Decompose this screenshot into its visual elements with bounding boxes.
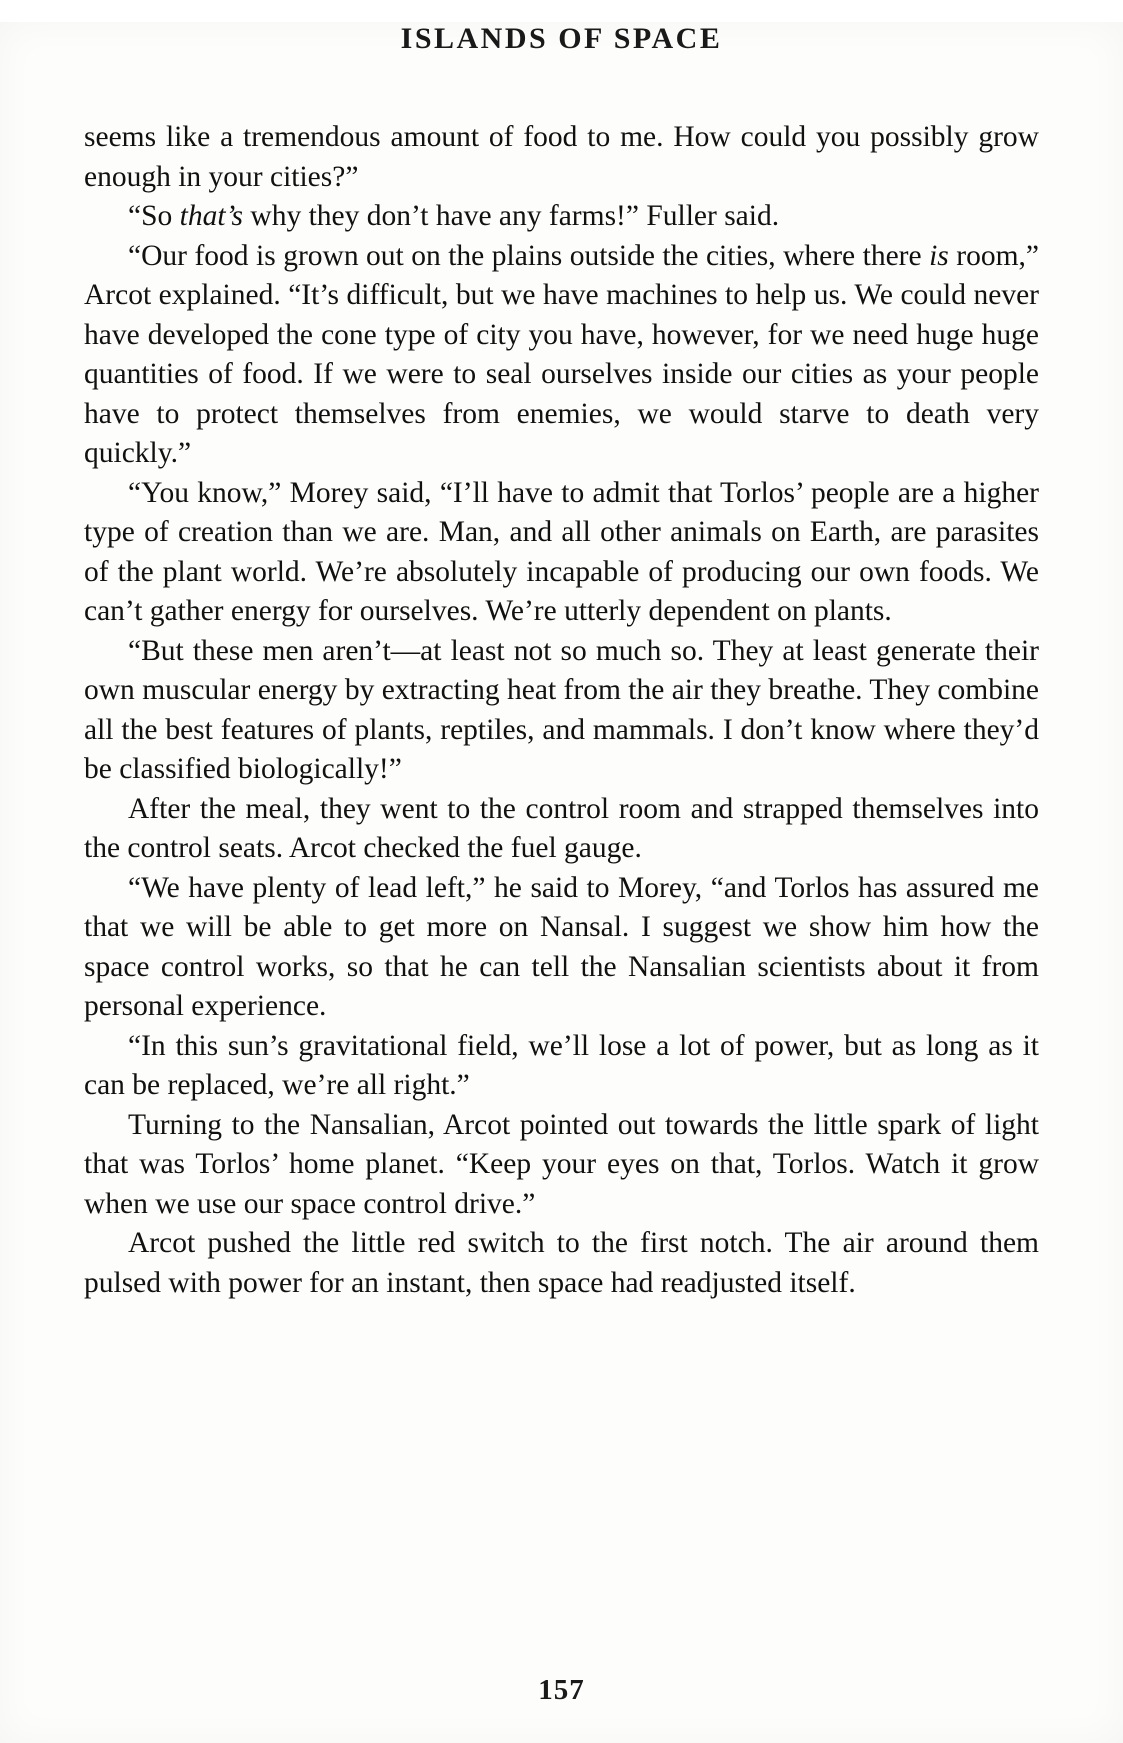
paragraph — [84, 632, 1039, 790]
text-run: “You know,” Morey said, “I’ll have to admit that Torlos’ people are a higher type of creation than we are. Man, and all other animals on Earth, are parasites of the plant world. We’re absolutely incapable of producing our own foods. We can’t gather energy for ourselves. We’re utterly dependent on plants. — [84, 476, 1039, 627]
text-run: Turning to the Nansalian, Arcot pointed out towards the little spark of light that was Torlos’ home planet. “Keep your eyes on that, Torlos. Watch it grow when we use our space control drive.” — [84, 1108, 1039, 1220]
paragraph — [84, 118, 1039, 197]
text-run: Arcot pushed the little red switch to the first notch. The air around them pulsed with power for an instant, then space had readjusted itself. — [84, 1227, 1039, 1299]
text-run: “So — [128, 200, 180, 232]
text-run: “We have plenty of lead left,” he said to Morey, “and Torlos has assured me that we will be able to get more on Nansal. I suggest we show him how the space control works, so that he can tell the Nansalian scientists about it from personal experience. — [84, 871, 1039, 1022]
running-head: ISLANDS OF SPACE — [400, 22, 723, 55]
emphasis-text: is — [929, 239, 949, 272]
text-run: why they don’t have any farms!” Fuller said. — [243, 200, 780, 232]
page-body — [40, 118, 1083, 1303]
text-run: “But these men aren’t—at least not so much so. They at least generate their own muscular energy by extracting heat from the air they breathe. They combine all the best features of plants, reptiles, and mammals. I don’t know where they’d be classified biologically!” — [84, 634, 1039, 785]
text-run: seems like a tremendous amount of food to me. How could you possibly grow enough in your cities?” — [84, 121, 1039, 193]
paragraph — [84, 790, 1039, 869]
page-number: 157 — [538, 1674, 585, 1706]
book-page — [0, 22, 1123, 1743]
paragraph — [84, 1224, 1039, 1303]
paragraph — [84, 869, 1039, 1027]
emphasis-text: that’s — [179, 200, 244, 232]
paragraph — [84, 474, 1039, 632]
paragraph — [84, 197, 1039, 237]
text-run: “Our food is grown out on the plains outside the cities, where there — [128, 239, 930, 272]
text-run: “In this sun’s gravitational field, we’ll lose a lot of power, but as long as it can be replaced, we’re all right.” — [84, 1029, 1039, 1101]
text-run: After the meal, they went to the control room and strapped themselves into the control seats. Arcot checked the fuel gauge. — [84, 792, 1039, 864]
paragraph — [84, 237, 1039, 474]
paragraph — [84, 1106, 1039, 1225]
text-column — [84, 118, 1039, 1303]
text-run: room,” Arcot explained. “It’s difficult, but we have machines to help us. We could never have developed the cone type of city you have, however, for we need huge huge quantities of food. If we were to seal ourselves inside our cities as your people have to protect themselves from enemies, we would starve to death very quickly.” — [84, 239, 1039, 469]
paragraph — [84, 1027, 1039, 1106]
